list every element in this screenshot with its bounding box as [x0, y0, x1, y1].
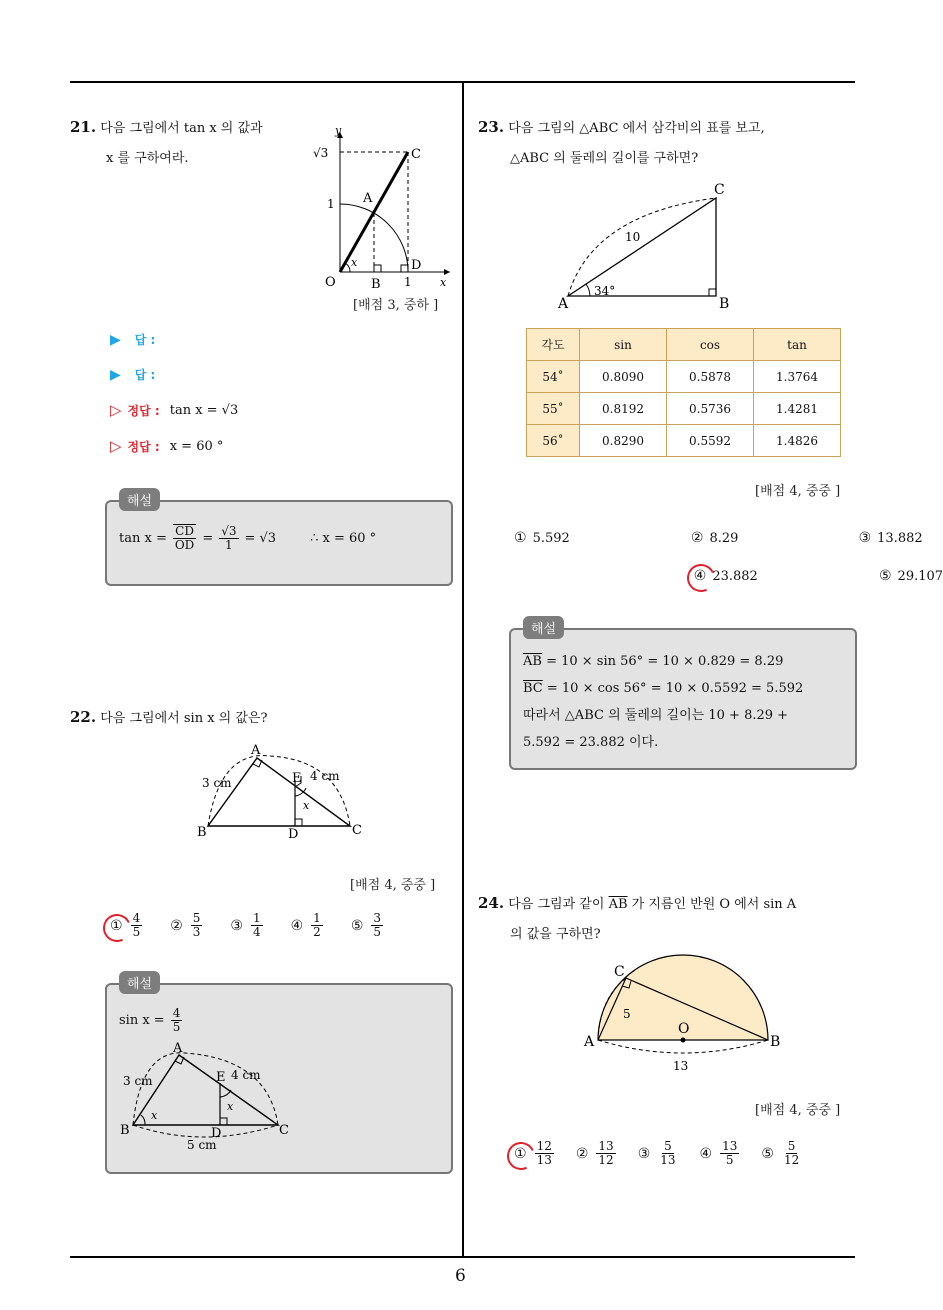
frac-num: CD — [175, 524, 194, 538]
segment-ab: $\overline{AB}$ — [608, 897, 628, 912]
x-axis-label: x — [440, 276, 447, 289]
point-e: E — [216, 1070, 226, 1085]
choice-5[interactable]: ⑤ 29.107 — [878, 568, 943, 584]
question-text: 다음 그림의 △ABC 에서 삼각비의 표를 보고, — [508, 121, 765, 136]
point-b: B — [197, 825, 207, 840]
question-number: 22. — [70, 708, 97, 726]
point-c: C — [614, 964, 625, 980]
choice-2[interactable]: ② $\frac{13}{12}$ — [575, 1139, 614, 1168]
bottom-rule — [70, 1256, 855, 1258]
q24-figure — [578, 958, 788, 1078]
q21-score: [배점 3, 중하 ] — [353, 298, 439, 313]
point-c: C — [352, 823, 362, 838]
solution-rhs: = √3 — [244, 530, 277, 546]
q21-correct-2 — [110, 437, 223, 455]
table-row: 55˚ 0.8192 0.5736 1.4281 — [527, 393, 841, 425]
question-number: 24. — [478, 894, 505, 912]
question-24 — [478, 888, 796, 950]
point-d: D — [211, 1126, 222, 1141]
side-ac-label: 5 — [623, 1007, 631, 1021]
question-text-2: 의 값을 구하면? — [510, 927, 601, 942]
correct-label: 정답 : — [127, 403, 160, 418]
frac-den: 1 — [225, 537, 233, 552]
q23-score: [배점 4, 중중 ] — [755, 484, 841, 499]
solution-tag: 해설 — [523, 616, 564, 639]
correct-label: 정답 : — [127, 439, 160, 454]
choice-4[interactable]: ④ 23.882 — [694, 568, 758, 584]
choice-5[interactable]: ⑤ $\frac{3}{5}$ — [350, 911, 382, 940]
table-header: sin — [580, 329, 667, 361]
choice-1[interactable]: ① 5.592 — [514, 530, 570, 546]
segment-ab: $\overline{AB}$ — [523, 654, 542, 669]
point-e: E — [292, 771, 302, 786]
table-header: cos — [667, 329, 754, 361]
question-text: 가 지름인 반원 O 에서 sin A — [631, 897, 797, 912]
answer-label: 답 : — [134, 333, 156, 347]
table-row: 54˚ 0.8090 0.5878 1.3764 — [527, 361, 841, 393]
angle-e-label: x — [227, 1100, 234, 1113]
q23-figure — [552, 178, 742, 313]
side-ac-label: 10 — [625, 230, 641, 244]
q21-answer-2 — [110, 366, 155, 383]
angle-x-label: x — [351, 256, 358, 269]
solution-lhs: sin x = — [119, 1013, 165, 1029]
solution-line: 따라서 △ABC 의 둘레의 길이는 10 + 8.29 + — [523, 708, 789, 723]
q22-score: [배점 4, 중중 ] — [350, 878, 436, 893]
solution-line: = 10 × sin 56° = 10 × 0.829 = 8.29 — [541, 654, 784, 669]
triangle-outline-icon: ▷ — [110, 401, 122, 419]
angle-b-label: x — [151, 1109, 158, 1122]
question-21 — [70, 112, 263, 174]
frac-den: OD — [174, 538, 195, 553]
side-ab-label: 3 cm — [123, 1074, 153, 1088]
choice-3[interactable]: ③ $\frac{5}{13}$ — [637, 1139, 676, 1168]
sqrt3-label: √3 — [313, 146, 329, 160]
point-b: B — [770, 1034, 781, 1050]
choice-2[interactable]: ② $\frac{5}{3}$ — [170, 911, 201, 940]
table-row: 56˚ 0.8290 0.5592 1.4826 — [527, 425, 841, 457]
point-b: B — [371, 277, 381, 292]
q21-figure — [305, 120, 455, 292]
q21-solution-box: tan x = $\frac{CD}{OD}$ = $\frac{√3}{1}$ = √3 ∴ x = 60 ° — [105, 500, 453, 586]
side-ec-label: 4 cm — [231, 1068, 261, 1082]
q22-figure — [190, 738, 375, 843]
question-text: 다음 그림에서 tan x 의 값과 — [100, 121, 263, 136]
choice-3[interactable]: ③ 13.882 — [858, 530, 923, 546]
point-a: A — [363, 191, 373, 206]
point-a: A — [558, 296, 569, 312]
one-x-label: 1 — [404, 275, 412, 289]
point-d: D — [288, 827, 299, 842]
question-text-2: △ABC 의 둘레의 길이를 구하면? — [510, 151, 699, 166]
play-icon: ▶ — [110, 331, 121, 348]
q24-choices — [514, 1140, 803, 1167]
choice-4[interactable]: ④ $\frac{1}{2}$ — [290, 911, 321, 940]
correct-answer: x = 60 ° — [169, 438, 224, 454]
choice-3[interactable]: ③ $\frac{1}{4}$ — [230, 911, 261, 940]
point-a: A — [584, 1034, 595, 1050]
column-divider — [462, 81, 464, 1258]
answer-label: 답 : — [134, 368, 156, 382]
play-icon: ▶ — [110, 366, 121, 383]
angle-x-label: x — [303, 799, 310, 812]
table-header: tan — [754, 329, 841, 361]
y-axis-label: y — [335, 124, 342, 137]
table-header: 각도 — [527, 329, 580, 361]
question-number: 21. — [70, 118, 97, 136]
selected-circle-mark — [99, 910, 135, 946]
point-a: A — [251, 743, 261, 758]
choice-1[interactable]: ① $\frac{4}{5}$ — [110, 912, 144, 939]
question-text: 다음 그림에서 sin x 의 값은? — [100, 711, 268, 726]
side-ec-label: 4 cm — [310, 769, 340, 783]
q21-correct-1 — [110, 401, 238, 419]
point-c: C — [279, 1123, 289, 1138]
solution-tag: 해설 — [119, 488, 160, 511]
side-ab-label: 13 — [673, 1059, 689, 1073]
choice-5[interactable]: ⑤ $\frac{5}{12}$ — [761, 1139, 800, 1168]
question-text: 다음 그림과 같이 — [508, 897, 605, 912]
point-o: O — [325, 275, 336, 290]
selected-circle-mark — [683, 560, 719, 596]
selected-circle-mark — [503, 1138, 539, 1174]
point-o: O — [678, 1021, 690, 1037]
question-text-2: x 를 구하여라. — [106, 151, 189, 166]
q23-solution-box — [509, 628, 857, 770]
trig-table — [526, 328, 841, 457]
choice-2[interactable]: ② 8.29 — [690, 530, 739, 546]
point-d: D — [411, 258, 422, 273]
point-a: A — [173, 1041, 183, 1056]
q22-solution-box: sin x = $\frac{4}{5}$ A B C D E 3 cm 4 cm 5 cm x x — [105, 983, 453, 1174]
q22-solution-figure — [113, 1037, 303, 1155]
page-number: 6 — [455, 1266, 466, 1286]
solution-lhs: tan x = — [119, 530, 167, 546]
q24-score: [배점 4, 중중 ] — [755, 1103, 841, 1118]
point-c: C — [411, 147, 421, 162]
side-ab-label: 3 cm — [202, 776, 232, 790]
segment-bc: $\overline{BC}$ — [523, 681, 543, 696]
side-bc-label: 5 cm — [187, 1138, 217, 1152]
frac-num: √3 — [221, 523, 237, 538]
angle-label: 34° — [594, 284, 616, 298]
point-b: B — [719, 296, 730, 312]
q21-answer-1 — [110, 331, 155, 348]
solution-tag: 해설 — [119, 971, 160, 994]
solution-line: = 10 × cos 56° = 10 × 0.5592 = 5.592 — [542, 681, 804, 696]
one-y-label: 1 — [327, 197, 335, 211]
point-c: C — [714, 182, 725, 198]
question-number: 23. — [478, 118, 505, 136]
triangle-outline-icon: ▷ — [110, 437, 122, 455]
choice-4[interactable]: ④ $\frac{13}{5}$ — [699, 1139, 738, 1168]
q22-choices — [110, 912, 385, 939]
solution-line: 5.592 = 23.882 이다. — [523, 735, 659, 750]
question-23 — [478, 112, 765, 174]
choice-1[interactable]: ① $\frac{12}{13}$ — [514, 1140, 556, 1167]
question-22 — [70, 702, 267, 734]
solution-therefore: ∴ x = 60 ° — [310, 530, 377, 546]
point-b: B — [120, 1123, 130, 1138]
correct-answer: tan x = √3 — [169, 402, 239, 418]
